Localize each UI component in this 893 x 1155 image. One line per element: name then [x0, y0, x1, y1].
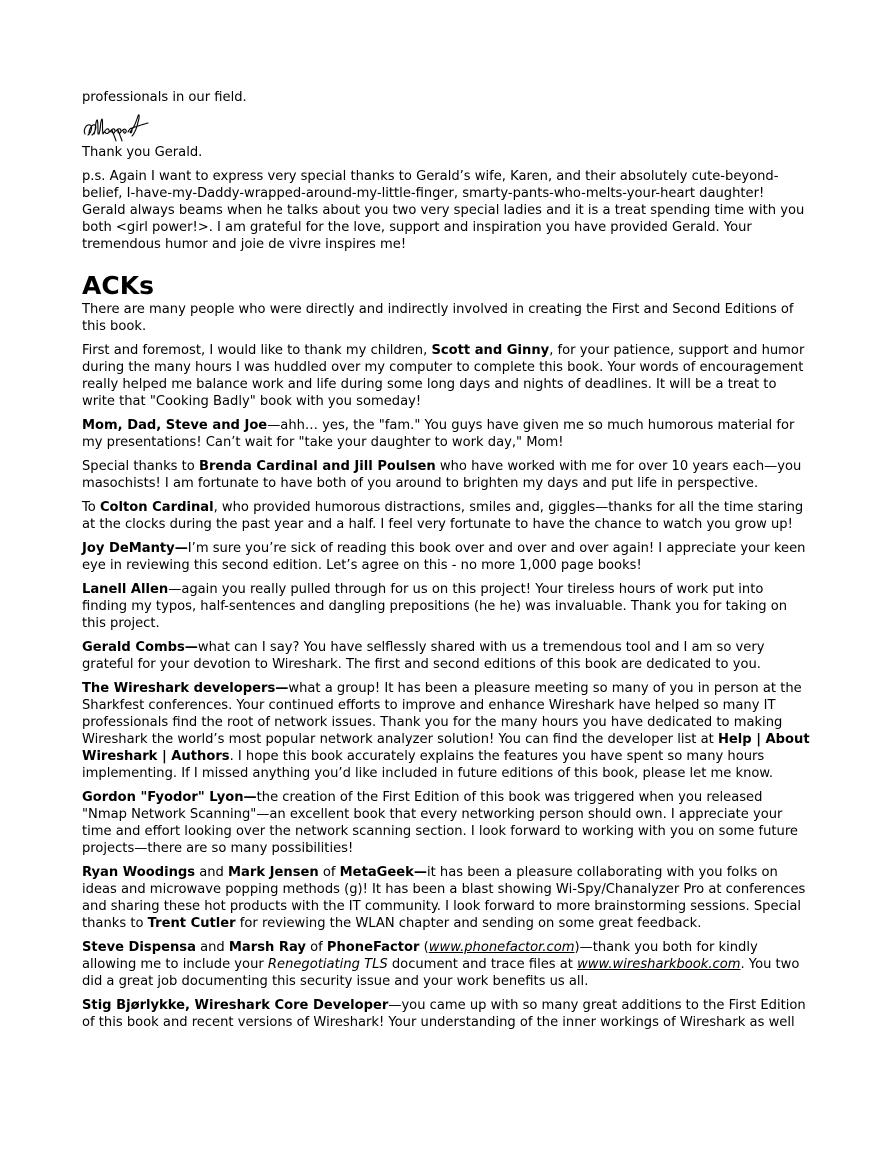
- acks-paragraph-gerald: Gerald Combs—what can I say? You have selflessly shared with us a tremendous tool and I am so very grateful for your devotion to Wireshark. The first and second editions of this book are dedicated to you.: [82, 640, 765, 672]
- thanks-line: Thank you Gerald.: [82, 145, 203, 160]
- acks-paragraph-fyodor: Gordon "Fyodor" Lyon—the creation of the First Edition of this book was triggered when you released "Nmap Network Scanning"—an excellent book that every networking person should own. I appreciate your time and effort looking over the network scanning section. I look forward to working with you on some future projects—there are so many possibilities!: [82, 790, 798, 856]
- page-content: [82, 89, 810, 1038]
- acks-heading: ACKs: [82, 271, 154, 300]
- acks-paragraph-brenda-jill: Special thanks to Brenda Cardinal and Jill Poulsen who have worked with me for over 10 years each—you masochists! I am fortunate to have both of you around to brighten my days and put life in perspective.: [82, 459, 802, 491]
- acks-paragraph-intro: There are many people who were directly and indirectly involved in creating the First and Second Editions of this book.: [82, 302, 794, 334]
- acks-paragraph-phonefactor: Steve Dispensa and Marsh Ray of PhoneFactor (www.phonefactor.com)—thank you both for kindly allowing me to include your Renegotiating TLS document and trace files at www.wiresharkbook.com. You two did a great job documenting this security issue and your work benefits us all.: [82, 940, 800, 989]
- acks-paragraph-joy: Joy DeManty—I’m sure you’re sick of reading this book over and over and over again! I appreciate your keen eye in reviewing this second edition. Let’s agree on this - no more 1,000 page books!: [82, 541, 806, 573]
- acks-paragraph-children: First and foremost, I would like to thank my children, Scott and Ginny, for your patience, support and humor during the many hours I was huddled over my computer to complete this book. Your words of encouragement really helped me balance work and life during some long days and nights of deadlines. It will be a treat to write that "Cooking Badly" book with you someday!: [82, 343, 805, 409]
- intro-continued: professionals in our field.: [82, 90, 247, 105]
- acks-paragraph-family: Mom, Dad, Steve and Joe—ahh… yes, the "fam." You guys have given me so much humorous material for my presentations! Can’t wait for "take your daughter to work day," Mom!: [82, 418, 795, 450]
- acks-paragraph-developers: The Wireshark developers—what a group! It has been a pleasure meeting so many of you in person at the Sharkfest conferences. Your continued efforts to improve and enhance Wireshark have helped so many IT professionals find the root of network issues. Thank you for the many hours you have dedicated to making Wireshark the world’s most popular network analyzer solution! You can find the developer list at Help | About Wireshark | Authors. I hope this book accurately explains the features you have spent so many hours implementing. If I missed anything you’d like included in future editions of this book, please let me know.: [82, 681, 810, 781]
- phonefactor-link[interactable]: www.phonefactor.com: [428, 940, 575, 955]
- acks-paragraph-stig: Stig Bjørlykke, Wireshark Core Developer—you came up with so many great additions to the First Edition of this book and recent versions of Wireshark! Your understanding of the inner workings of Wireshark as well: [82, 998, 806, 1030]
- wiresharkbook-link[interactable]: www.wiresharkbook.com: [577, 957, 741, 972]
- ps-paragraph: p.s. Again I want to express very special thanks to Gerald’s wife, Karen, and their absolutely cute-beyond-belief, I-have-my-Daddy-wrapped-around-my-little-finger, smarty-pants-who-melts-your-heart daughter! Gerald always beams when he talks about you two very special ladies and it is a treat spending time with you both <girl power!>. I am grateful for the love, support and inspiration you have provided Gerald. Your tremendous humor and joie de vivre inspires me!: [82, 169, 805, 252]
- acks-paragraph-metageek: Ryan Woodings and Mark Jensen of MetaGeek—it has been a pleasure collaborating with you folks on ideas and microwave popping methods (g)! It has been a blast showing Wi-Spy/Chanalyzer Pro at conferences and sharing these hot products with the IT community. I look forward to more brainstorming sessions. Special thanks to Trent Cutler for reviewing the WLAN chapter and sending on some great feedback.: [82, 865, 806, 931]
- acks-paragraph-lanell: Lanell Allen—again you really pulled through for us on this project! Your tireless hours of work put into finding my typos, half-sentences and dangling prepositions (he he) was invaluable. Thank you for taking on this project.: [82, 582, 788, 631]
- acks-paragraph-colton: To Colton Cardinal, who provided humorous distractions, smiles and, giggles—thanks for all the time staring at the clocks during the past year and a half. I feel very fortunate to have the chance to watch you grow up!: [82, 500, 804, 532]
- handwritten-signature: [82, 110, 152, 144]
